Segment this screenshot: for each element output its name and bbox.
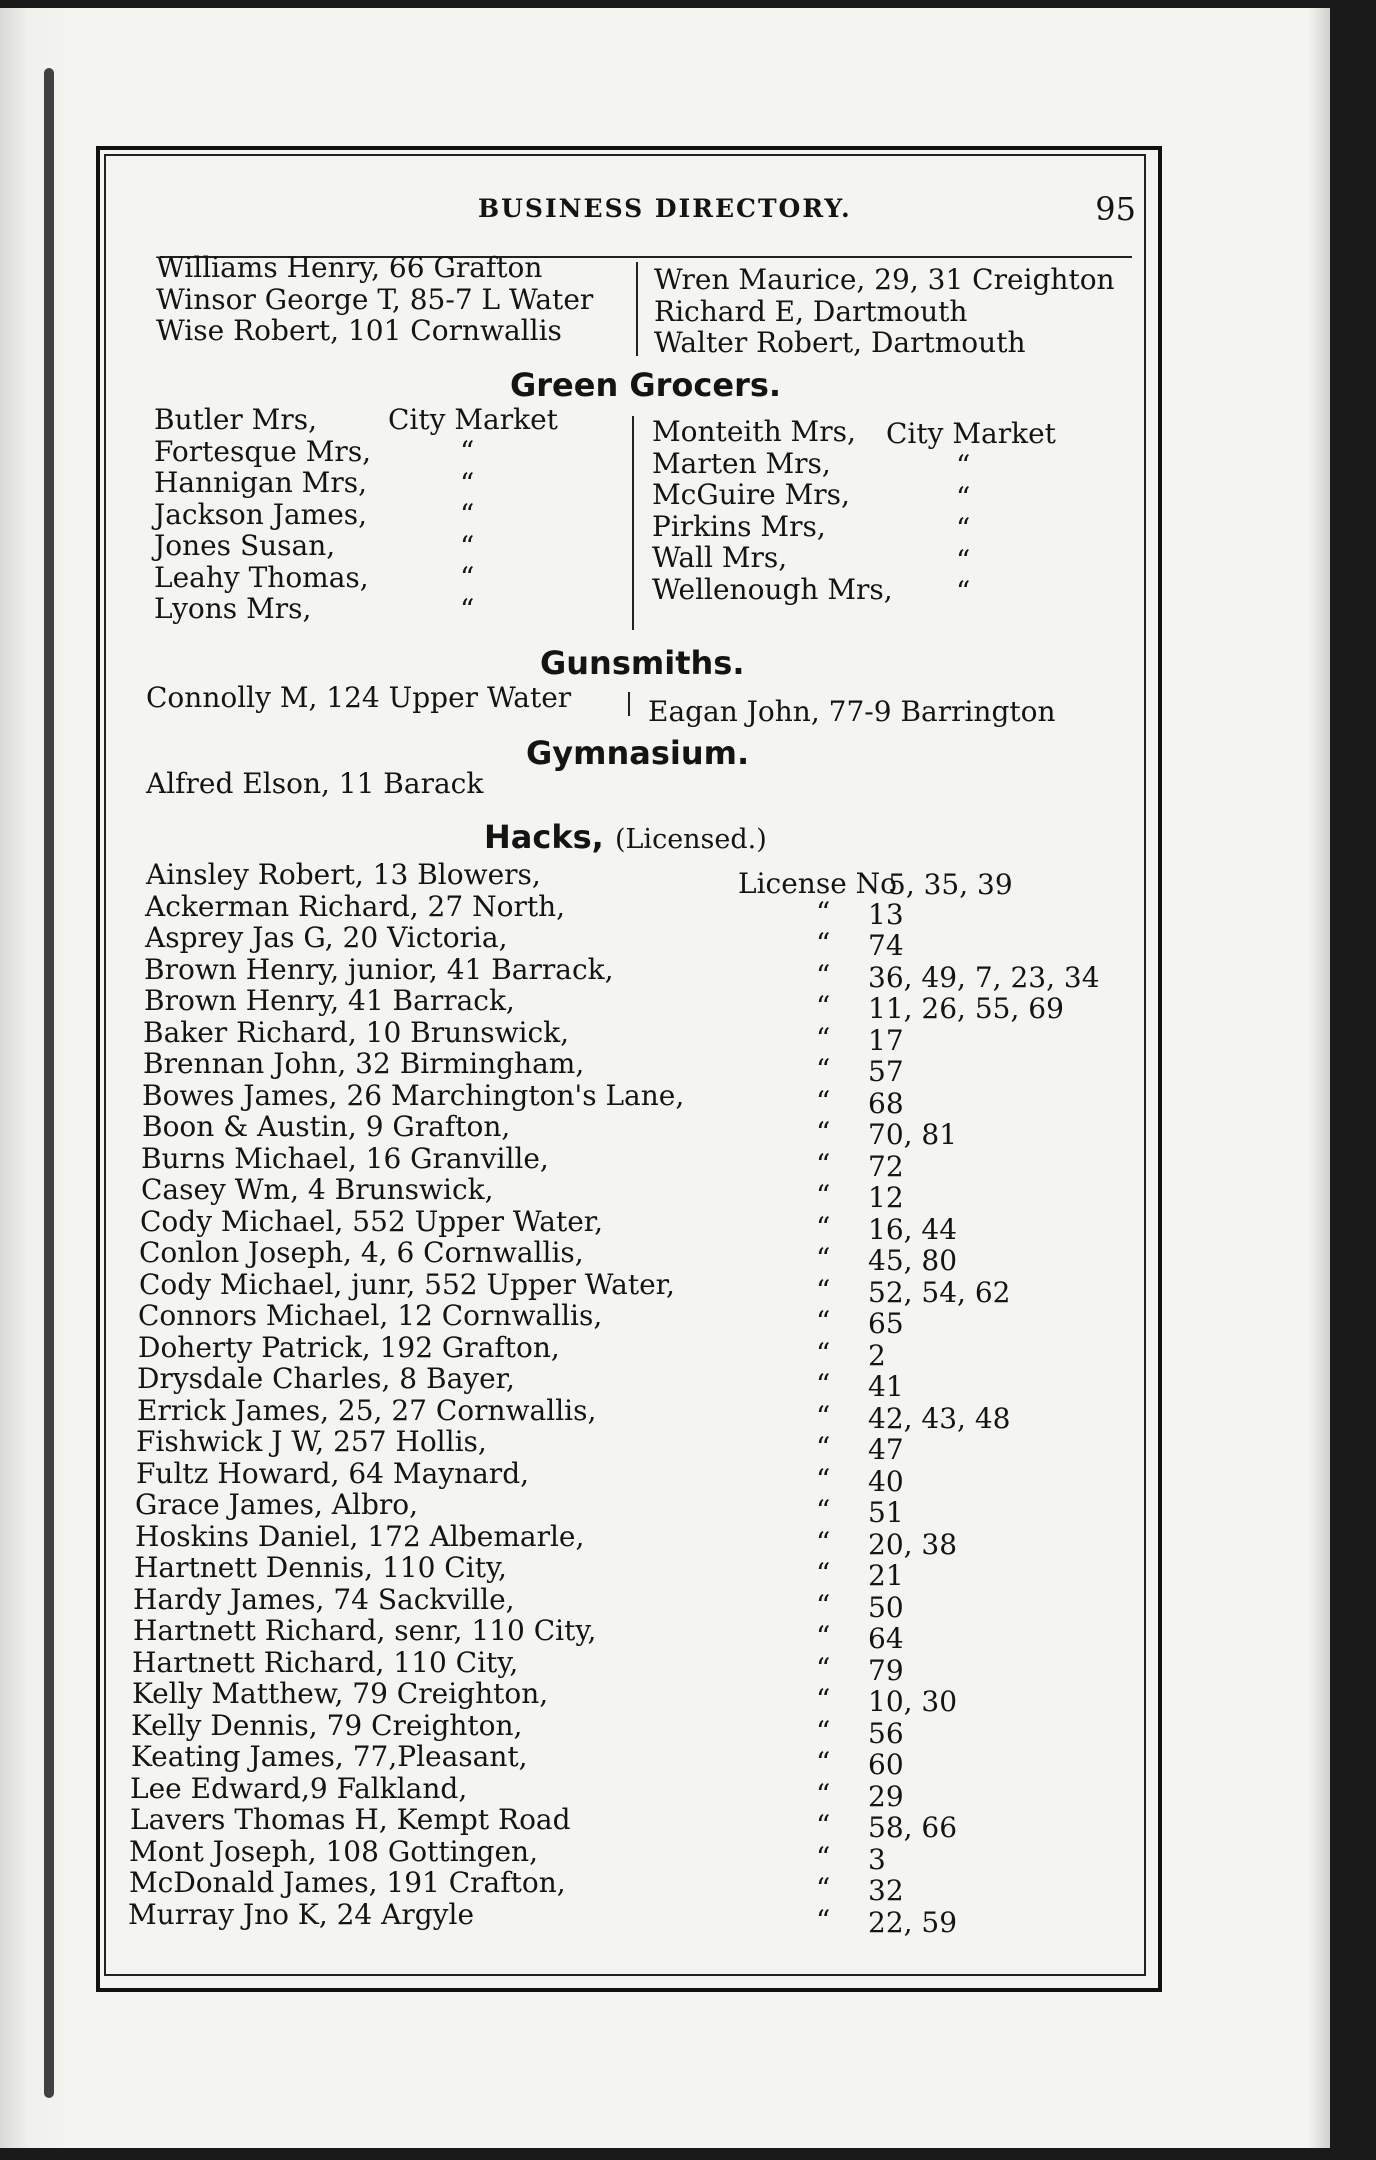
- table-row: [128, 1866, 1138, 1907]
- license-numbers: 16, 44: [868, 1212, 958, 1246]
- ditto-mark: “: [460, 592, 475, 626]
- license-numbers: 13: [868, 897, 904, 931]
- location-label: City Market: [886, 417, 1056, 450]
- license-numbers: 51: [868, 1496, 904, 1529]
- green-grocers-right-dittos: [956, 450, 970, 608]
- table-row: [128, 1803, 1138, 1844]
- license-numbers: 17: [868, 1023, 904, 1057]
- ditto-mark: “: [816, 1809, 831, 1842]
- list-item: Jones Susan,: [154, 529, 336, 562]
- table-row: [128, 1488, 1138, 1529]
- ditto-mark: “: [816, 1651, 831, 1685]
- hack-owner-address: Fishwick J W, 257 Hollis,: [136, 1425, 487, 1458]
- table-row: [128, 1582, 1138, 1624]
- table-row: [128, 921, 1138, 962]
- license-numbers: 72: [868, 1149, 904, 1183]
- ditto-mark: “: [816, 1620, 831, 1653]
- license-numbers: 3: [868, 1842, 886, 1876]
- hack-owner-address: Doherty Patrick, 192 Grafton,: [138, 1330, 560, 1364]
- ditto-mark: “: [816, 1525, 831, 1559]
- hack-owner-address: Hoskins Daniel, 172 Albemarle,: [135, 1519, 585, 1553]
- table-row: [128, 984, 1138, 1025]
- list-item: Winsor George T, 85-7 L Water: [156, 282, 594, 316]
- table-row: [128, 1362, 1138, 1403]
- license-numbers: 2: [868, 1338, 886, 1372]
- table-row: [128, 1614, 1138, 1655]
- ditto-mark: “: [816, 1494, 831, 1527]
- table-row: [128, 1771, 1138, 1813]
- license-label: License No: [738, 867, 898, 900]
- list-item: Eagan John, 77-9 Barrington: [648, 695, 1056, 728]
- hack-owner-address: Boon & Austin, 9 Grafton,: [142, 1110, 511, 1143]
- hack-owner-address: Connors Michael, 12 Cornwallis,: [138, 1299, 603, 1332]
- hack-owner-address: Baker Richard, 10 Brunswick,: [143, 1015, 570, 1049]
- hack-owner-address: Mont Joseph, 108 Gottingen,: [129, 1834, 538, 1868]
- book-gutter: [0, 8, 72, 2148]
- license-numbers: 40: [868, 1464, 904, 1498]
- hack-owner-address: Grace James, Albro,: [135, 1488, 419, 1521]
- license-numbers: 12: [868, 1181, 904, 1214]
- ditto-mark: “: [816, 1399, 831, 1433]
- ditto-mark: “: [460, 529, 475, 563]
- table-row: [128, 1393, 1138, 1435]
- ditto-mark: “: [816, 1179, 831, 1212]
- hack-owner-address: Hartnett Dennis, 110 City,: [134, 1551, 507, 1584]
- hack-owner-address: Lee Edward,9 Falkland,: [130, 1771, 468, 1805]
- hack-owner-address: Brown Henry, 41 Barrack,: [144, 984, 515, 1017]
- hack-owner-address: Kelly Dennis, 79 Creighton,: [131, 1708, 523, 1742]
- ditto-mark: “: [816, 1557, 831, 1590]
- hacks-subtitle: (Licensed.): [614, 824, 767, 855]
- list-item: Hannigan Mrs,: [154, 466, 368, 499]
- ditto-mark: “: [816, 1273, 831, 1307]
- section-heading-green-grocers: Green Grocers.: [510, 366, 782, 404]
- table-row: [128, 1677, 1138, 1718]
- ditto-mark: “: [460, 435, 475, 468]
- license-numbers: 50: [868, 1590, 904, 1624]
- section-heading-gunsmiths: Gunsmiths.: [540, 644, 745, 682]
- ditto-mark: “: [816, 927, 831, 960]
- table-row: [128, 1519, 1138, 1561]
- list-item: Wellenough Mrs,: [652, 572, 893, 606]
- running-header: [150, 190, 1140, 234]
- table-row: [128, 1047, 1138, 1088]
- license-numbers: 32: [868, 1874, 904, 1907]
- hack-owner-address: Kelly Matthew, 79 Creighton,: [132, 1677, 549, 1710]
- hack-owner-address: Fultz Howard, 64 Maynard,: [136, 1456, 530, 1490]
- license-numbers: 20, 38: [868, 1527, 958, 1561]
- ditto-mark: “: [956, 543, 971, 577]
- ditto-mark: “: [816, 990, 831, 1023]
- ditto-mark: “: [816, 1305, 831, 1338]
- hack-owner-address: Bowes James, 26 Marchington's Lane,: [142, 1078, 685, 1112]
- list-item: Lyons Mrs,: [154, 592, 312, 625]
- column-divider: [628, 692, 630, 716]
- license-numbers: 65: [868, 1307, 904, 1340]
- table-row: [128, 1141, 1138, 1183]
- license-numbers: 58, 66: [868, 1811, 958, 1844]
- ditto-mark: “: [816, 1746, 831, 1779]
- hack-owner-address: Lavers Thomas H, Kempt Road: [130, 1803, 571, 1836]
- hack-owner-address: Cody Michael, 552 Upper Water,: [140, 1204, 603, 1238]
- ditto-mark: “: [816, 1210, 831, 1244]
- column-divider: [632, 416, 634, 630]
- ditto-mark: “: [816, 1462, 831, 1496]
- table-row: [128, 1551, 1138, 1592]
- list-item: Richard E, Dartmouth: [654, 294, 968, 328]
- hack-owner-address: Hartnett Richard, 110 City,: [132, 1645, 519, 1679]
- green-grocers-left-names: [154, 404, 371, 625]
- section-heading-hacks: [484, 818, 767, 856]
- ditto-mark: “: [816, 1903, 831, 1937]
- green-grocers-right-names: [652, 416, 893, 605]
- license-numbers: 79: [868, 1653, 904, 1687]
- ditto-mark: “: [956, 575, 971, 608]
- list-item: Fortesque Mrs,: [154, 434, 372, 468]
- list-item: Jackson James,: [154, 497, 368, 531]
- list-item: McGuire Mrs,: [652, 478, 850, 511]
- table-row: [128, 1897, 1138, 1939]
- ditto-mark: “: [816, 1147, 831, 1181]
- ditto-mark: “: [816, 958, 831, 992]
- ditto-mark: “: [816, 1021, 831, 1055]
- ditto-mark: “: [816, 1840, 831, 1874]
- hack-owner-address: Keating James, 77,Pleasant,: [131, 1740, 528, 1773]
- table-row: [128, 952, 1138, 994]
- hacks-title: Hacks,: [484, 818, 604, 856]
- ditto-mark: “: [816, 1242, 831, 1275]
- hack-owner-address: Murray Jno K, 24 Argyle: [128, 1897, 475, 1931]
- license-numbers: 5, 35, 39: [888, 868, 1013, 901]
- top-entries-left: [156, 252, 593, 347]
- hack-owner-address: Casey Wm, 4 Brunswick,: [141, 1173, 494, 1206]
- license-numbers: 36, 49, 7, 23, 34: [868, 960, 1100, 994]
- license-numbers: 47: [868, 1433, 904, 1466]
- ditto-mark: “: [956, 512, 971, 545]
- list-item: Butler Mrs,: [154, 403, 317, 436]
- table-row: [128, 1834, 1138, 1876]
- list-item: Pirkins Mrs,: [652, 509, 826, 543]
- table-row: [128, 1708, 1138, 1750]
- page-edge: [1308, 8, 1330, 2148]
- table-row: [128, 1236, 1138, 1277]
- hack-owner-address: Ainsley Robert, 13 Blowers,: [146, 858, 541, 891]
- list-item: Alfred Elson, 11 Barack: [146, 767, 484, 800]
- ditto-mark: “: [460, 561, 475, 594]
- list-item: Marten Mrs,: [652, 446, 831, 480]
- ditto-mark: “: [816, 1368, 831, 1401]
- hack-owner-address: Burns Michael, 16 Granville,: [141, 1141, 549, 1175]
- hack-owner-address: Errick James, 25, 27 Cornwallis,: [137, 1393, 597, 1427]
- ditto-mark: “: [460, 498, 475, 531]
- list-item: Connolly M, 124 Upper Water: [146, 681, 572, 714]
- table-row: [128, 1015, 1138, 1057]
- table-row: [128, 1267, 1138, 1309]
- hack-owner-address: Hardy James, 74 Sackville,: [133, 1582, 515, 1616]
- hack-owner-address: Cody Michael, junr, 552 Upper Water,: [139, 1267, 675, 1301]
- license-numbers: 29: [868, 1779, 904, 1813]
- list-item: Leahy Thomas,: [154, 560, 369, 594]
- license-numbers: 74: [868, 929, 904, 962]
- ditto-mark: “: [816, 1588, 831, 1622]
- ditto-mark: “: [816, 1053, 831, 1086]
- green-grocers-left-dittos: [460, 436, 474, 625]
- top-entries-right: [654, 264, 1115, 359]
- ditto-mark: “: [956, 449, 971, 482]
- license-numbers: 10, 30: [868, 1685, 958, 1718]
- ditto-mark: “: [816, 1777, 831, 1811]
- table-row: [128, 1645, 1138, 1687]
- license-numbers: 11, 26, 55, 69: [868, 992, 1064, 1025]
- header-title: BUSINESS DIRECTORY.: [478, 194, 852, 223]
- ditto-mark: “: [816, 1714, 831, 1748]
- table-row: [128, 1740, 1138, 1781]
- list-item: Wise Robert, 101 Cornwallis: [156, 314, 562, 347]
- table-row: [128, 1330, 1138, 1372]
- table-row: [128, 1173, 1138, 1214]
- list-item: Williams Henry, 66 Grafton: [156, 251, 543, 284]
- hack-owner-address: Hartnett Richard, senr, 110 City,: [133, 1614, 597, 1647]
- table-row: [128, 1204, 1138, 1246]
- binding-shadow: [44, 68, 54, 2098]
- license-numbers: 41: [868, 1370, 904, 1403]
- license-numbers: 42, 43, 48: [868, 1401, 1011, 1435]
- hack-owner-address: McDonald James, 191 Crafton,: [129, 1866, 566, 1899]
- license-numbers: 22, 59: [868, 1905, 958, 1939]
- ditto-mark: “: [816, 1431, 831, 1464]
- ditto-mark: “: [460, 466, 475, 500]
- list-item: Monteith Mrs,: [652, 415, 856, 448]
- license-numbers: 56: [868, 1716, 904, 1750]
- section-heading-gymnasium: Gymnasium.: [526, 734, 750, 772]
- table-row: [128, 858, 1138, 901]
- ditto-mark: “: [816, 895, 831, 929]
- ditto-mark: “: [816, 1683, 831, 1716]
- table-row: [128, 1078, 1138, 1120]
- page-number: 95: [1095, 190, 1136, 228]
- ditto-mark: “: [816, 1116, 831, 1149]
- hack-owner-address: Ackerman Richard, 27 North,: [145, 889, 566, 923]
- license-numbers: 68: [868, 1086, 904, 1120]
- ditto-mark: “: [816, 1872, 831, 1905]
- list-item: Wall Mrs,: [652, 541, 788, 574]
- column-divider: [636, 262, 638, 356]
- table-row: [128, 1456, 1138, 1498]
- hack-owner-address: Drysdale Charles, 8 Bayer,: [137, 1362, 515, 1395]
- hack-owner-address: Conlon Joseph, 4, 6 Cornwallis,: [139, 1236, 584, 1269]
- ditto-mark: “: [816, 1084, 831, 1118]
- ditto-mark: “: [816, 1336, 831, 1370]
- hack-owner-address: Brown Henry, junior, 41 Barrack,: [144, 952, 614, 986]
- table-row: [128, 889, 1138, 931]
- list-item: Walter Robert, Dartmouth: [654, 326, 1026, 359]
- license-numbers: 57: [868, 1055, 904, 1088]
- license-numbers: 64: [868, 1622, 904, 1655]
- hack-owner-address: Asprey Jas G, 20 Victoria,: [145, 921, 508, 954]
- license-numbers: 70, 81: [868, 1118, 958, 1151]
- ditto-mark: “: [956, 480, 971, 514]
- license-numbers: 21: [868, 1559, 904, 1592]
- table-row: [128, 1299, 1138, 1340]
- license-numbers: 52, 54, 62: [868, 1275, 1011, 1309]
- list-item: Wren Maurice, 29, 31 Creighton: [654, 263, 1115, 296]
- license-numbers: 60: [868, 1748, 904, 1781]
- license-numbers: 45, 80: [868, 1244, 958, 1277]
- table-row: [128, 1425, 1138, 1466]
- location-label: City Market: [388, 403, 558, 436]
- hack-owner-address: Brennan John, 32 Birmingham,: [143, 1047, 585, 1080]
- table-row: [128, 1110, 1138, 1151]
